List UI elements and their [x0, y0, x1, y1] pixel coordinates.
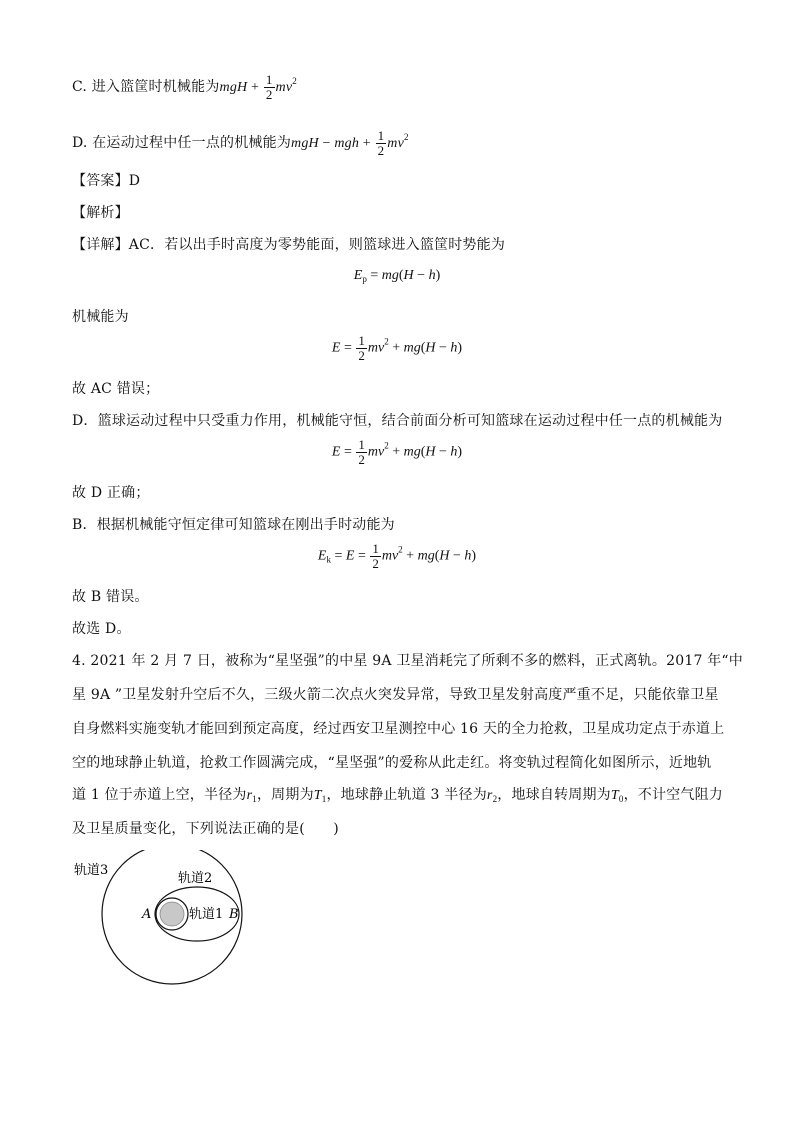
- q4-line5-part-d: ，地球自转周期为: [497, 787, 611, 803]
- question4-line5: [72, 786, 723, 808]
- q4-line5-part-a: 道 1 位于赤道上空，半径为: [72, 787, 247, 803]
- q4-line5-part-e: ，不计空气阻力: [623, 787, 723, 803]
- option-d-label: D. 在运动过程中任一点的机械能为: [72, 135, 292, 151]
- d-analysis-text: D．篮球运动过程中只受重力作用，机械能守恒，结合前面分析可知篮球在运动过程中任一点的机械能为: [72, 413, 723, 429]
- b-wrong-text: 故 B 错误。: [72, 589, 149, 605]
- mech-energy-label: 机械能为: [72, 309, 129, 325]
- analysis-heading: 【解析】: [72, 205, 129, 221]
- equation-any-point-energy: E = $\frac{1}{2}$ $mv^2 + mg(H - h)$: [331, 437, 463, 467]
- orbit-diagram: [60, 850, 290, 1030]
- option-c-label: C. 进入篮筐时机械能为: [72, 79, 220, 95]
- symbol-t1: $T_1$: [313, 788, 327, 804]
- question4-line4: 空的地球静止轨道，抢救工作圆满完成，“星坚强”的爱称从此走红。将变轨过程简化如图所示，近地轨: [72, 755, 712, 771]
- symbol-r1: $r_1$: [246, 788, 257, 804]
- q4-line5-part-c: ，地球静止轨道 3 半径为: [326, 787, 487, 803]
- option-d: [72, 128, 409, 158]
- earth-disc: [160, 902, 184, 926]
- detail-intro: 【详解】AC．若以出手时高度为零势能面，则篮球进入篮筐时势能为: [72, 237, 506, 253]
- option-d-formula: mgH − mgh + $\frac{1}{2}$ $mv^2$: [291, 128, 409, 159]
- question4-line6: 及卫星质量变化，下列说法正确的是( ): [72, 821, 339, 837]
- symbol-t0: $T_0$: [610, 788, 624, 804]
- d-right-text: 故 D 正确；: [72, 485, 150, 501]
- equation-potential-energy: $E_p = mg(H - h)$: [353, 268, 441, 284]
- option-c: [72, 72, 297, 102]
- orbit-1-label: 轨道1: [189, 907, 224, 922]
- ac-wrong-text: 故 AC 错误；: [72, 381, 160, 397]
- answer-line: 【答案】D: [72, 173, 141, 189]
- point-b-label: B: [229, 907, 239, 922]
- symbol-r2: $r_2$: [486, 788, 498, 804]
- question4-line1: 4. 2021 年 2 月 7 日，被称为“星坚强”的中星 9A 卫星消耗完了所剩不多的燃料，正式离轨。2017 年“中: [72, 653, 743, 669]
- choose-d-text: 故选 D。: [72, 621, 131, 637]
- question4-line2: 星 9A ”卫星发射升空后不久，三级火箭二次点火突发异常，导致卫星发射高度严重不足，只能依靠卫星: [72, 687, 719, 703]
- b-analysis-text: B．根据机械能守恒定律可知篮球在刚出手时动能为: [72, 517, 395, 533]
- orbit-2-label: 轨道2: [178, 871, 213, 886]
- orbit-3-label: 轨道3: [74, 863, 109, 878]
- q4-line5-part-b: ，周期为: [256, 787, 314, 803]
- option-c-formula: mgH + $\frac{1}{2}$ $mv^2$: [219, 72, 297, 103]
- equation-kinetic-energy: $E_k = E$ = $\frac{1}{2}$ $mv^2 + mg(H - h)$: [317, 541, 477, 571]
- equation-mechanical-energy: E = $\frac{1}{2}$ $mv^2 + mg(H - h)$: [331, 333, 463, 363]
- point-a-label: A: [142, 907, 152, 922]
- question4-line3: 自身燃料实施变轨才能回到预定高度，经过西安卫星测控中心 16 天的全力抢救，卫星成功定点于赤道上: [72, 721, 725, 737]
